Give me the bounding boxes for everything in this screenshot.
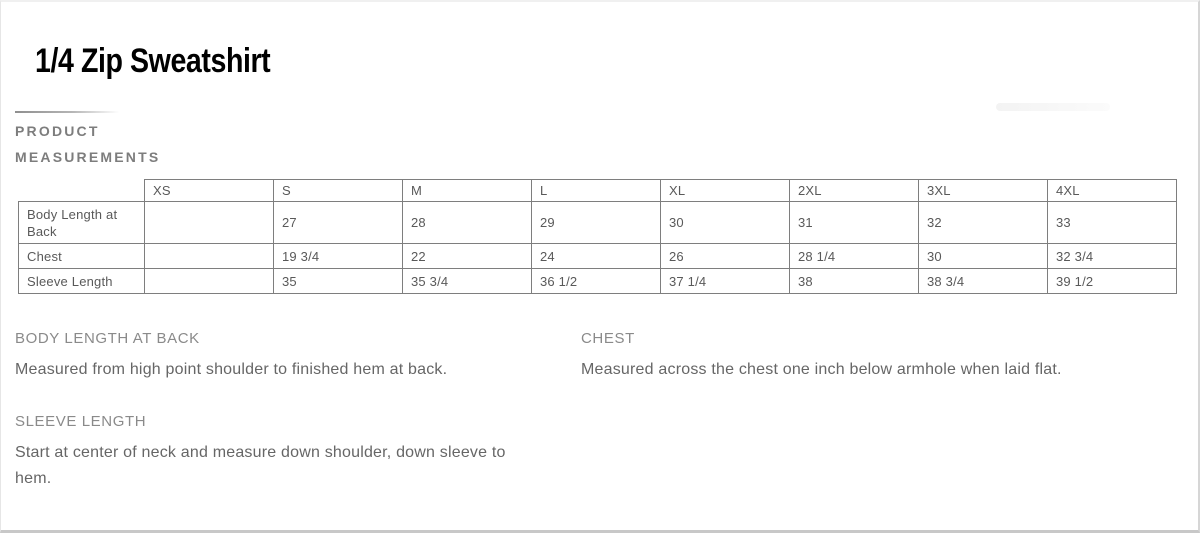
header-cell-4xl: 4XL (1048, 180, 1177, 202)
definition-description: Measured from high point shoulder to finished hem at back. (15, 361, 448, 378)
measurement-cell: 28 (403, 202, 532, 244)
table-row-chest (19, 244, 1177, 269)
header-cell-xl: XL (661, 180, 790, 202)
definition-chest (581, 330, 1175, 383)
row-label-cell: Chest (19, 244, 145, 269)
measurement-cell: 30 (919, 244, 1048, 269)
measurement-cell: 36 1/2 (532, 269, 661, 294)
measurement-cell (145, 244, 274, 269)
section-heading: PRODUCT MEASUREMENTS (15, 123, 161, 165)
table-row-sleeve-length (19, 269, 1177, 294)
measurement-cell: 38 (790, 269, 919, 294)
definition-term: BODY LENGTH AT BACK (15, 330, 200, 347)
measurement-cell: 19 3/4 (274, 244, 403, 269)
measurement-cell: 28 1/4 (790, 244, 919, 269)
measurement-cell: 31 (790, 202, 919, 244)
measurement-cell: 32 3/4 (1048, 244, 1177, 269)
measurement-cell: 32 (919, 202, 1048, 244)
definition-sleeve-length (15, 413, 581, 492)
definition-body-length (15, 330, 581, 383)
measurement-cell: 37 1/4 (661, 269, 790, 294)
measurement-cell: 26 (661, 244, 790, 269)
measurement-cell: 24 (532, 244, 661, 269)
measurement-definitions (15, 330, 1175, 492)
faint-artifact (996, 103, 1110, 111)
header-cell-3xl: 3XL (919, 180, 1048, 202)
definition-description: Start at center of neck and measure down shoulder, down sleeve to hem. (15, 444, 506, 487)
header-cell-l: L (532, 180, 661, 202)
page-title: 1/4 Zip Sweatshirt (35, 42, 271, 80)
table-header-row (19, 180, 1177, 202)
definition-term: CHEST (581, 330, 635, 347)
measurement-cell: 35 3/4 (403, 269, 532, 294)
measurement-cell: 27 (274, 202, 403, 244)
row-label-cell: Sleeve Length (19, 269, 145, 294)
measurement-cell (145, 269, 274, 294)
measurement-cell: 29 (532, 202, 661, 244)
measurement-cell: 33 (1048, 202, 1177, 244)
measurement-cell: 22 (403, 244, 532, 269)
header-cell-xs: XS (145, 180, 274, 202)
measurement-cell: 38 3/4 (919, 269, 1048, 294)
header-cell-blank (19, 180, 145, 202)
table-row-body-length (19, 202, 1177, 244)
measurements-table (18, 179, 1177, 294)
measurement-cell: 35 (274, 269, 403, 294)
definition-term: SLEEVE LENGTH (15, 413, 147, 430)
header-cell-s: S (274, 180, 403, 202)
row-label-cell: Body Length at Back (19, 202, 145, 244)
section-divider (15, 111, 119, 113)
header-cell-m: M (403, 180, 532, 202)
measurement-cell: 30 (661, 202, 790, 244)
header-cell-2xl: 2XL (790, 180, 919, 202)
measurement-cell (145, 202, 274, 244)
definition-description: Measured across the chest one inch below armhole when laid flat. (581, 361, 1062, 378)
measurement-cell: 39 1/2 (1048, 269, 1177, 294)
